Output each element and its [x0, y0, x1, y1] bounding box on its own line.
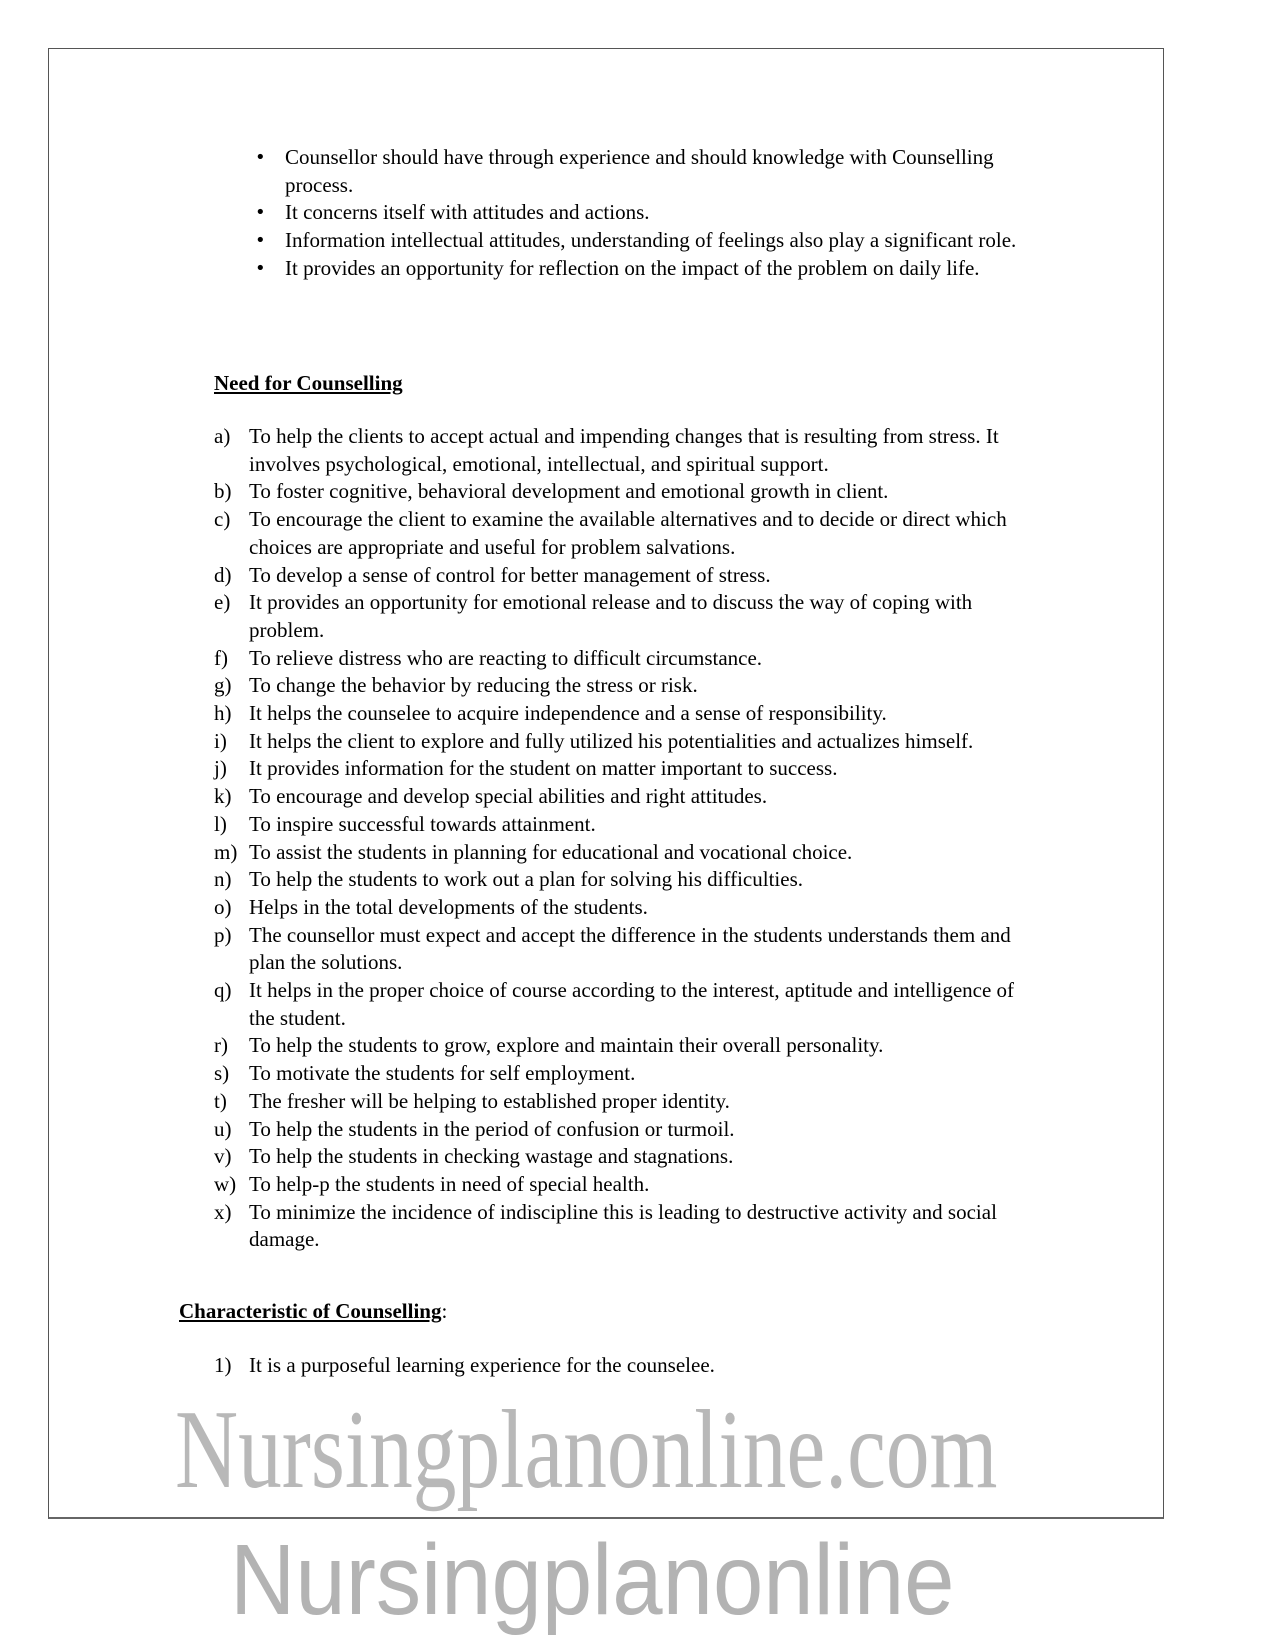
characteristic-heading-wrap — [179, 1298, 447, 1325]
bullet-item: • It concerns itself with attitudes and actions. — [285, 199, 1045, 227]
list-label: m) — [214, 839, 238, 864]
list-text: It helps in the proper choice of course according to the interest, aptitude and intelligence of the student. — [249, 978, 1015, 1030]
list-item — [214, 1199, 1034, 1254]
list-text: The counsellor must expect and accept the difference in the students understands them and plan the solutions. — [249, 922, 1011, 975]
list-item — [214, 1060, 1034, 1088]
list-label: o) — [214, 894, 232, 919]
list-label: g) — [214, 673, 232, 698]
list-text: It helps the client to explore and fully utilized his potentialities and actualizes himself. — [249, 728, 974, 753]
list-label: p) — [214, 922, 232, 947]
list-text: To develop a sense of control for better management of stress. — [249, 562, 771, 587]
list-item — [214, 1032, 1034, 1060]
list-item — [214, 728, 1034, 756]
list-item — [214, 423, 1034, 478]
need-list — [214, 423, 1034, 1254]
list-label: a) — [214, 424, 231, 448]
list-item — [214, 589, 1034, 644]
watermark-middle: Nursingplanonline.com — [175, 1388, 998, 1512]
list-label: t) — [214, 1088, 227, 1113]
list-label: s) — [214, 1061, 230, 1086]
list-text: To relieve distress who are reacting to difficult circumstance. — [249, 645, 763, 670]
list-text: To help the students to grow, explore and maintain their overall personality. — [249, 1033, 884, 1058]
list-item — [214, 894, 1034, 922]
list-label: w) — [214, 1171, 237, 1196]
list-text: Helps in the total developments of the students. — [249, 894, 648, 919]
list-text: To help the students to work out a plan for solving his difficulties. — [249, 867, 803, 892]
list-item — [214, 672, 1034, 700]
list-text: It provides an opportunity for emotional release and to discuss the way of coping with problem. — [249, 590, 973, 642]
heading-colon: : — [441, 1299, 448, 1323]
bullet-list — [285, 144, 1045, 283]
list-item — [214, 783, 1034, 811]
list-item — [214, 700, 1034, 728]
list-label: v) — [214, 1144, 232, 1169]
characteristic-heading: Characteristic of Counselling — [179, 1299, 442, 1323]
list-item — [214, 478, 1034, 506]
list-item — [214, 977, 1034, 1032]
list-text: To help the students in checking wastage and stagnations. — [249, 1144, 734, 1169]
list-item — [214, 1171, 1034, 1199]
list-text: It is a purposeful learning experience for the counselee. — [249, 1353, 715, 1377]
list-label: i) — [214, 728, 227, 753]
list-label: c) — [214, 507, 231, 532]
list-text: The fresher will be helping to established proper identity. — [249, 1088, 730, 1113]
characteristic-list — [214, 1352, 1034, 1380]
list-label: l) — [214, 811, 227, 836]
list-text: To change the behavior by reducing the stress or risk. — [249, 673, 698, 698]
bullet-item: • Counsellor should have through experience and should knowledge with Counselling process. — [285, 144, 1045, 199]
list-label: x) — [214, 1199, 232, 1224]
list-label: u) — [214, 1116, 232, 1141]
list-text: To foster cognitive, behavioral development and emotional growth in client. — [249, 479, 889, 504]
list-item — [214, 1143, 1034, 1171]
list-item — [214, 811, 1034, 839]
list-text: It provides information for the student on matter important to success. — [249, 756, 838, 781]
list-text: To inspire successful towards attainment. — [249, 811, 596, 836]
list-item — [214, 922, 1034, 977]
list-label: f) — [214, 645, 228, 670]
list-text: To help-p the students in need of special health. — [249, 1171, 650, 1196]
need-heading: Need for Counselling — [214, 371, 403, 395]
list-label: e) — [214, 590, 231, 615]
list-item — [214, 839, 1034, 867]
list-label: b) — [214, 479, 232, 504]
list-label: 1) — [214, 1353, 232, 1377]
list-item — [214, 866, 1034, 894]
list-item — [214, 645, 1034, 673]
list-text: To encourage the client to examine the available alternatives and to decide or direct which choices are appropriate and useful for problem salvations. — [249, 507, 1007, 559]
list-item — [214, 562, 1034, 590]
list-label: r) — [214, 1033, 228, 1058]
list-item — [214, 1352, 1034, 1380]
list-text: To motivate the students for self employment. — [249, 1061, 636, 1086]
list-item — [214, 1088, 1034, 1116]
list-text: To minimize the incidence of indiscipline this is leading to destructive activity and social damage. — [249, 1199, 997, 1252]
list-label: q) — [214, 978, 232, 1003]
list-text: To help the students in the period of confusion or turmoil. — [249, 1116, 735, 1141]
list-text: It helps the counselee to acquire independence and a sense of responsibility. — [249, 701, 887, 726]
list-text: To help the clients to accept actual and impending changes that is resulting from stress. It involves psychological, emotional, intellectual, and spiritual support. — [249, 424, 999, 476]
list-text: To assist the students in planning for educational and vocational choice. — [249, 839, 853, 864]
list-label: j) — [214, 756, 227, 781]
list-label: n) — [214, 867, 232, 892]
list-label: h) — [214, 701, 232, 726]
watermark-bottom: Nursingplanonline — [230, 1524, 955, 1636]
bullet-item: • Information intellectual attitudes, understanding of feelings also play a significant role. — [285, 227, 1045, 255]
list-item — [214, 506, 1034, 561]
bullet-item: • It provides an opportunity for reflection on the impact of the problem on daily life. — [285, 255, 1045, 283]
list-item — [214, 1116, 1034, 1144]
list-label: d) — [214, 562, 232, 587]
list-item — [214, 755, 1034, 783]
list-text: To encourage and develop special abilities and right attitudes. — [249, 784, 768, 809]
list-label: k) — [214, 784, 232, 809]
